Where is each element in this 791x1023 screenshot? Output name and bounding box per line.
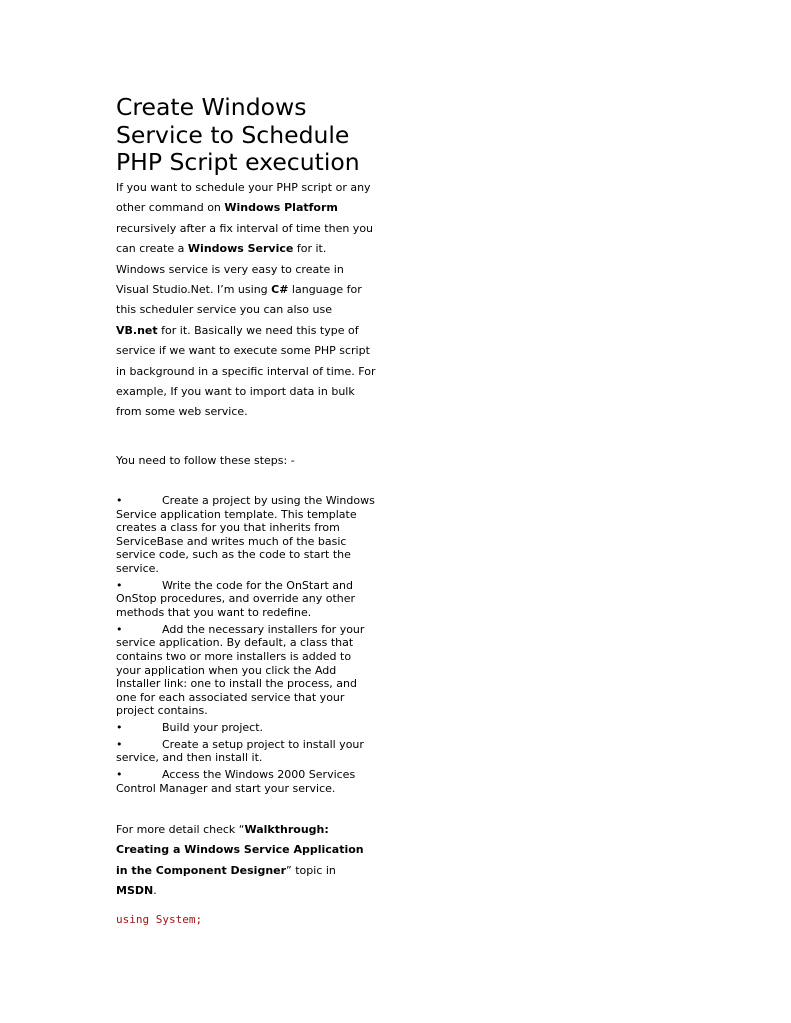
step-text: Build your project.	[162, 721, 264, 735]
code-snippet	[116, 912, 202, 928]
more-text: For more detail check “	[116, 823, 245, 836]
intro-text: recursively after a fix interval of time then you can create a	[116, 221, 374, 256]
code-rest: System;	[149, 913, 203, 926]
bullet: •	[116, 494, 123, 507]
steps-list	[116, 494, 376, 799]
list-item	[116, 768, 376, 795]
list-item	[116, 623, 376, 718]
list-item	[116, 738, 376, 765]
page-title: Create Windows Service to Schedule PHP Script execution	[116, 93, 360, 176]
intro-text: language for this scheduler service you can also use	[116, 283, 362, 317]
bullet: •	[116, 721, 123, 735]
steps-intro: You need to follow these steps: -	[116, 454, 295, 467]
more-text: ” topic in	[286, 863, 336, 877]
intro-bold-csharp: C#	[271, 283, 289, 297]
intro-text: If you want to schedule your PHP script or any other command on	[116, 181, 371, 215]
list-item	[116, 579, 376, 620]
bullet: •	[116, 622, 123, 636]
more-bold-msdn: MSDN	[116, 884, 154, 898]
code-keyword: using	[116, 913, 150, 926]
intro-text: for it. Basically we need this type of service if we want to execute some PHP script in background in a specific interval of time. For example, If you want to import data in bulk from some web service.	[116, 323, 376, 419]
intro-bold-windows-service: Windows Service	[187, 242, 294, 256]
bullet: •	[116, 737, 123, 751]
intro-paragraph	[116, 178, 376, 423]
step-text: Create a setup project to install your service, and then install it.	[116, 737, 364, 765]
step-text: Create a project by using the Windows Service application template. This template creates a class for you that inherits from ServiceBase and writes much of the basic service code, such as the code to start the service.	[116, 494, 375, 575]
more-bold-walkthrough: Walkthrough: Creating a Windows Service Application in the Component Designer	[116, 823, 364, 877]
bullet: •	[116, 578, 123, 592]
bullet: •	[116, 768, 123, 782]
step-text: Access the Windows 2000 Services Control Manager and start your service.	[116, 768, 356, 795]
step-text: Write the code for the OnStart and OnStop procedures, and override any other methods that you want to redefine.	[116, 578, 356, 619]
list-item	[116, 721, 376, 735]
intro-bold-windows-platform: Windows Platform	[224, 201, 338, 215]
intro-bold-vbnet: VB.net	[116, 323, 158, 337]
intro-text: for it. Windows service is very easy to create in Visual Studio.Net. I’m using	[116, 242, 344, 297]
step-text: Add the necessary installers for your service application. By default, a class that contains two or more installers is added to your application when you click the Add Installer link: one to install the process, and one for each associated service that your project contains.	[116, 622, 365, 718]
list-item	[116, 494, 376, 576]
more-detail-paragraph	[116, 820, 376, 902]
more-text: .	[153, 884, 157, 898]
